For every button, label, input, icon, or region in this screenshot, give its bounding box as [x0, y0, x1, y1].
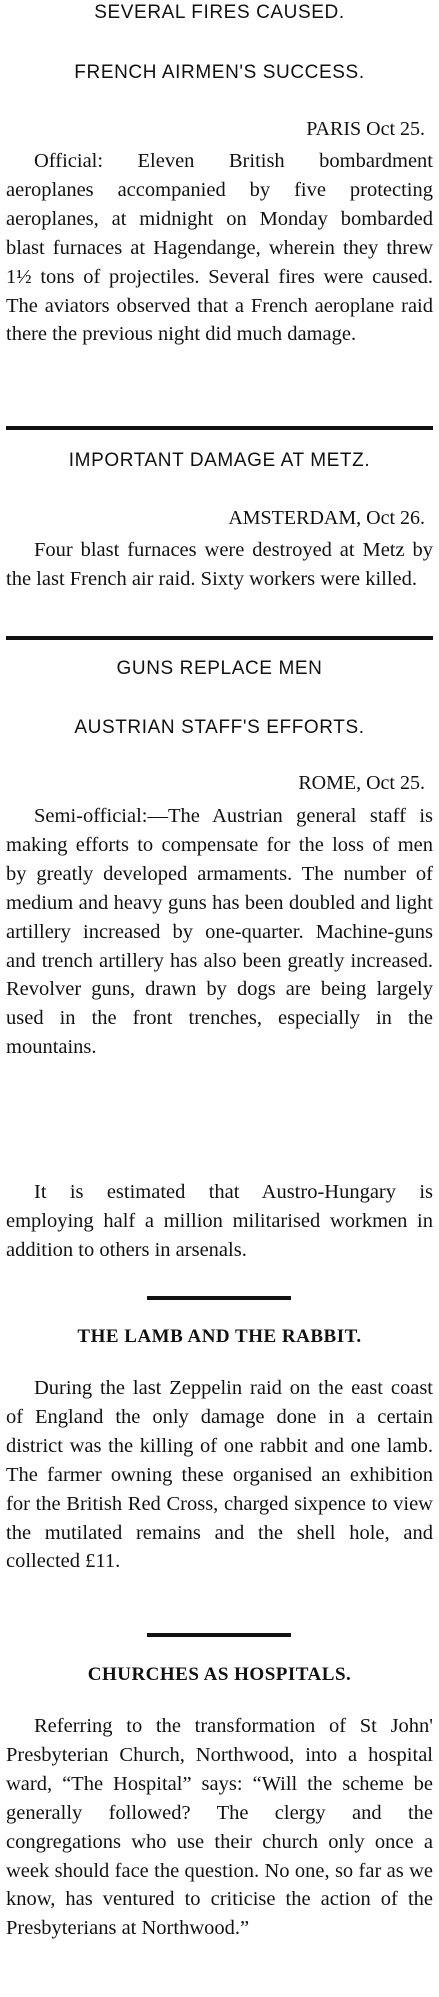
article-body-lamb-rabbit: During the last Zeppelin raid on the east coast of England the only damage done in a certain district was the killing of one rabbit and one lamb. The farmer owning these organised an exhibition for the British Red Cross, charged sixpence to view the mutilated remains and the shell hole, and collected £11.	[6, 1377, 433, 1573]
section-rule	[6, 636, 433, 640]
article-body-churches: Referring to the transformation of St John' Presbyterian Church, Northwood, into a hospital ward, “The Hospital” says: “Will the scheme be generally followed? The clergy and the congregations who use their church only once a week should face the question. No one, so far as we know, has ventured to criticise the action of the Presbyterians at Northwood.”	[6, 1715, 433, 1940]
headline-churches-hospitals: CHURCHES AS HOSPITALS.	[87, 1664, 352, 1685]
article-body-rome-2: It is estimated that Austro-Hungary is employing half a million militarised workmen in addition to others in arsenals.	[6, 1181, 433, 1261]
article-body-rome: Semi-official:—The Austrian general staff is making efforts to compensate for the loss of men by greatly developed armaments. The number of medium and heavy guns has been doubled and light artillery increased by one-quarter. Machine-guns and trench artillery has also been greatly increased. Revolver guns, drawn by dogs are being largely used in the front trenches, especially in the mountains.	[6, 805, 433, 1059]
section-rule	[6, 426, 433, 430]
headline-lamb-rabbit: THE LAMB AND THE RABBIT.	[77, 1326, 362, 1347]
subheadline-french-airmen: FRENCH AIRMEN'S SUCCESS.	[74, 62, 365, 83]
headline-guns-replace-men: GUNS REPLACE MEN	[116, 658, 323, 679]
dateline-paris: PARIS Oct 25.	[306, 118, 425, 140]
article-body-paris: Official: Eleven British bombardment aeroplanes accompanied by five protecting aeroplanes, at midnight on Monday bombarded blast furnaces at Hagendange, wherein they threw 1½ tons of projectiles. Several fires were caused. The aviators observed that a French aeroplane raid there the previous night did much damage.	[6, 150, 433, 346]
dateline-rome: ROME, Oct 25.	[298, 772, 425, 794]
section-rule-short	[147, 1296, 291, 1300]
section-rule-short	[147, 1633, 291, 1637]
subheadline-austrian-staff: AUSTRIAN STAFF'S EFFORTS.	[74, 717, 365, 738]
headline-several-fires: SEVERAL FIRES CAUSED.	[94, 2, 345, 23]
dateline-amsterdam: AMSTERDAM, Oct 26.	[228, 507, 425, 529]
article-body-amsterdam: Four blast furnaces were destroyed at Metz by the last French air raid. Sixty workers were killed.	[6, 539, 433, 590]
headline-metz: IMPORTANT DAMAGE AT METZ.	[68, 450, 371, 471]
